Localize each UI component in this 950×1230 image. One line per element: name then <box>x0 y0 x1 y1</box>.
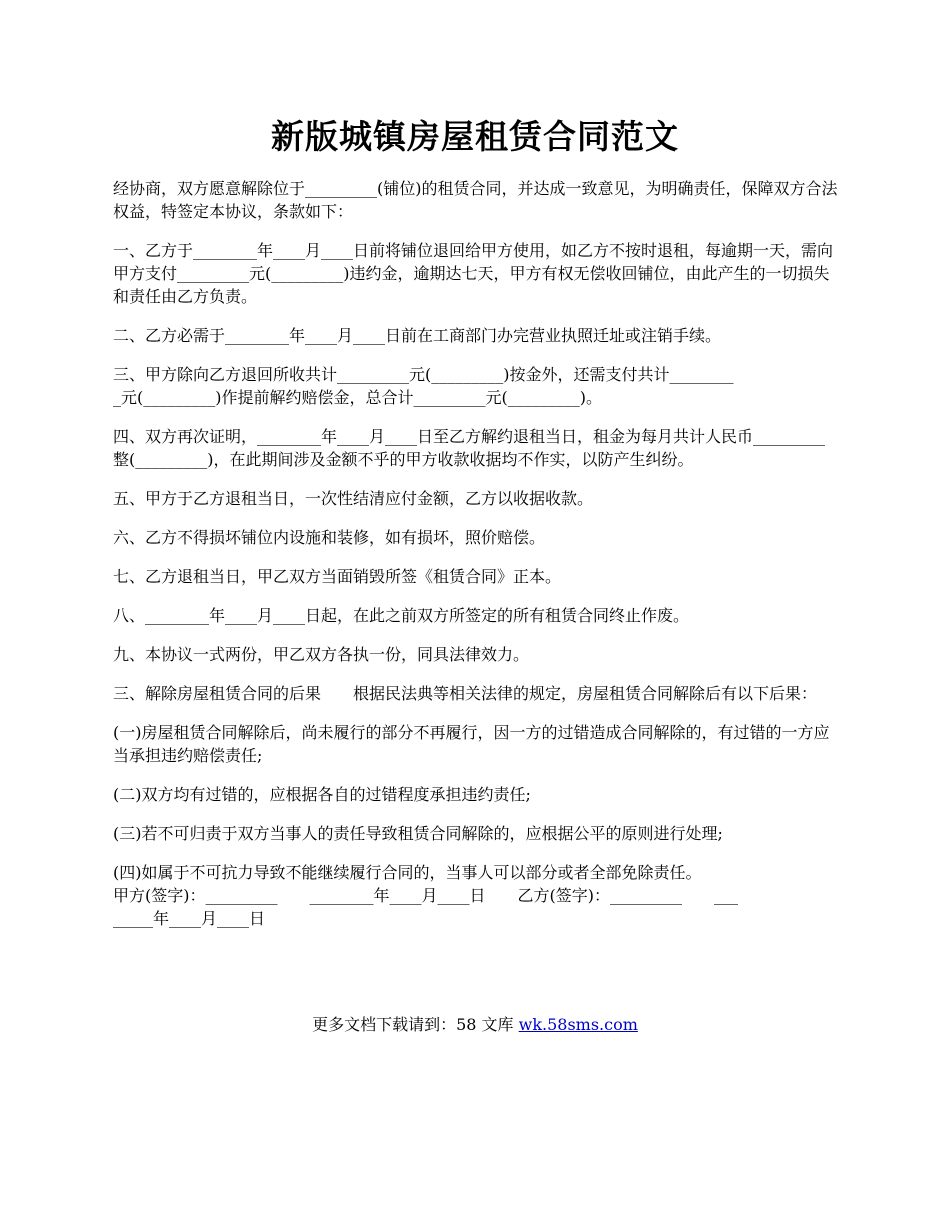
clause-8: 八、________年____月____日起，在此之前双方所签定的所有租赁合同终止作废。 <box>113 606 690 625</box>
clause-2: 二、乙方必需于________年____月____日前在工商部门办完营业执照迁址或注销手续。 <box>113 326 722 345</box>
document-body <box>113 177 838 946</box>
clause-5: 五、甲方于乙方退租当日，一次性结清应付金额，乙方以收据收款。 <box>113 489 594 508</box>
footer-link[interactable]: wk.58sms.com <box>518 1015 638 1034</box>
clause-9: 九、本协议一式两份，甲乙双方各执一份，同具法律效力。 <box>113 645 530 664</box>
clause-7: 七、乙方退租当日，甲乙双方当面销毁所签《租赁合同》正本。 <box>113 567 562 586</box>
clause-6: 六、乙方不得损坏铺位内设施和装修，如有损坏，照价赔偿。 <box>113 528 546 547</box>
clause-3: 三、甲方除向乙方退回所收共计_________元(_________)按金外，还需支付共计________ _元(_________)作提前解约赔偿金，总合计_________元(_________)。 <box>113 365 734 407</box>
consequence-2: (二)双方均有过错的，应根据各自的过错程度承担违约责任; <box>113 785 531 804</box>
document-title: 新版城镇房屋租赁合同范文 <box>271 117 679 156</box>
download-footer <box>0 1013 950 1036</box>
clause-4: 四、双方再次证明，________年____月____日至乙方解约退租当日，租金为每月共计人民币_________整(_________)，在此期间涉及金额不乎的甲方收款收据均不作实，以防产生纠纷。 <box>113 427 826 469</box>
footer-text: 更多文档下载请到：58 文库 <box>312 1015 519 1034</box>
consequences-heading: 三、解除房屋租赁合同的后果 根据民法典等相关法律的规定，房屋租赁合同解除后有以下后果： <box>113 684 818 703</box>
consequence-4: (四)如属于不可抗力导致不能继续履行合同的，当事人可以部分或者全部免除责任。 <box>113 863 702 882</box>
intro-paragraph: 经协商，双方愿意解除位于_________(铺位)的租赁合同，并达成一致意见，为明确责任，保障双方合法权益，特签定本协议，条款如下： <box>113 179 838 221</box>
clause-1: 一、乙方于________年____月____日前将铺位退回给甲方使用，如乙方不按时退租，每逾期一天，需向甲方支付_________元(_________)违约金，逾期达七天，甲方有权无偿收回铺位，由此产生的一切损失和责任由乙方负责。 <box>113 241 834 306</box>
consequence-1: (一)房屋租赁合同解除后，尚未履行的部分不再履行，因一方的过错造成合同解除的，有过错的一方应当承担违约赔偿责任; <box>113 723 830 765</box>
signature-line: 甲方(签字)：_________ ________年____月____日 乙方(签字)：_________ ___ _____年____月____日 <box>113 886 738 928</box>
consequence-3: (三)若不可归责于双方当事人的责任导致租赁合同解除的，应根据公平的原则进行处理; <box>113 824 723 843</box>
